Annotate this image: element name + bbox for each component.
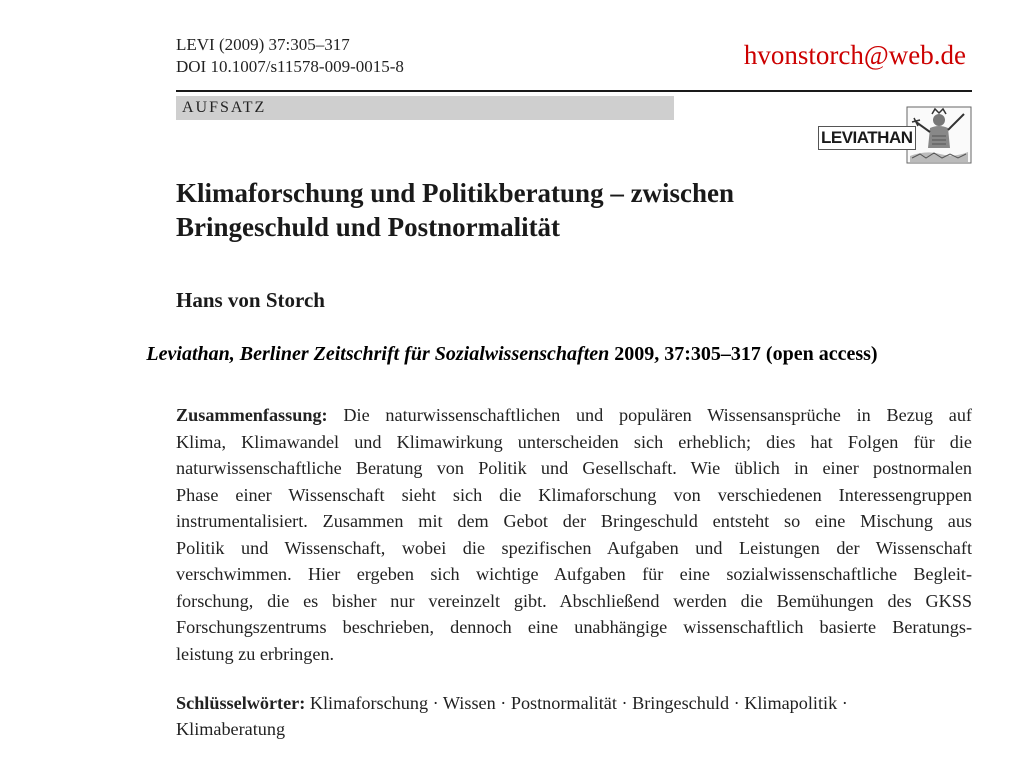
journal-reference xyxy=(176,34,404,78)
keywords xyxy=(176,690,972,742)
header-rule xyxy=(176,90,972,92)
logo-wordmark: LEVIATHAN xyxy=(818,126,916,150)
abstract-line: leistung zu erbringen. xyxy=(176,643,335,664)
abstract-line: Klima, Klimawandel und Klimawirkung unterscheiden sich erheblich; dies hat Folgen für die xyxy=(176,431,972,452)
abstract-line xyxy=(176,402,972,429)
keywords-line-1 xyxy=(176,690,972,716)
journal-volume-line: LEVI (2009) 37:305–317 xyxy=(176,35,350,54)
abstract-line: verschwimmen. Hier ergeben sich wichtige Aufgaben für eine sozialwissenschaftliche Begleit- xyxy=(176,564,972,584)
title-line-2: Bringeschuld und Postnormalität xyxy=(176,212,561,242)
abstract-line: Phase einer Wissenschaft sieht sich die Klimaforschung von verschiedenen Interessengruppen xyxy=(176,484,972,505)
article-title xyxy=(176,176,734,244)
keywords-line-2: Klimaberatung xyxy=(176,719,286,739)
keywords-label: Schlüsselwörter: xyxy=(176,693,306,713)
citation-details: 2009, 37:305–317 (open access) xyxy=(609,343,878,365)
leviathan-figure-icon xyxy=(906,106,972,164)
citation-line xyxy=(0,343,1024,366)
author-email: hvonstorch@web.de xyxy=(743,40,966,70)
citation-journal: Leviathan, Berliner Zeitschrift für Sozialwissenschaften xyxy=(146,343,610,365)
abstract-line-1-text: Die naturwissenschaftlichen und populären Wissensansprüche in Bezug auf xyxy=(327,405,972,425)
abstract-line: Forschungszentrums beschrieben, dennoch eine unabhängige wissenschaftlich basierte Beratungs- xyxy=(176,617,972,637)
abstract-line: forschung, die es bisher nur vereinzelt gibt. Abschließend werden die Bemühungen des GKSS xyxy=(176,590,972,611)
keywords-list: Klimaforschung · Wissen · Postnormalität · Bringeschuld · Klimapolitik · xyxy=(305,693,848,713)
abstract-line: instrumentalisiert. Zusammen mit dem Gebot der Bringeschuld entsteht so eine Mischung aus xyxy=(176,511,972,531)
abstract-line: naturwissenschaftliche Beratung von Politik und Gesellschaft. Wie üblich in einer postnormalen xyxy=(176,458,972,478)
author-name: Hans von Storch xyxy=(176,288,325,312)
doi-line: DOI 10.1007/s11578-009-0015-8 xyxy=(176,57,404,76)
title-line-1: Klimaforschung und Politikberatung – zwischen xyxy=(176,178,735,208)
abstract-line: Politik und Wissenschaft, wobei die spezifischen Aufgaben und Leistungen der Wissenschaft xyxy=(176,537,972,558)
journal-logo xyxy=(818,106,972,164)
abstract xyxy=(176,402,972,667)
section-label: AUFSATZ xyxy=(176,96,674,120)
abstract-label: Zusammenfassung: xyxy=(176,405,328,425)
